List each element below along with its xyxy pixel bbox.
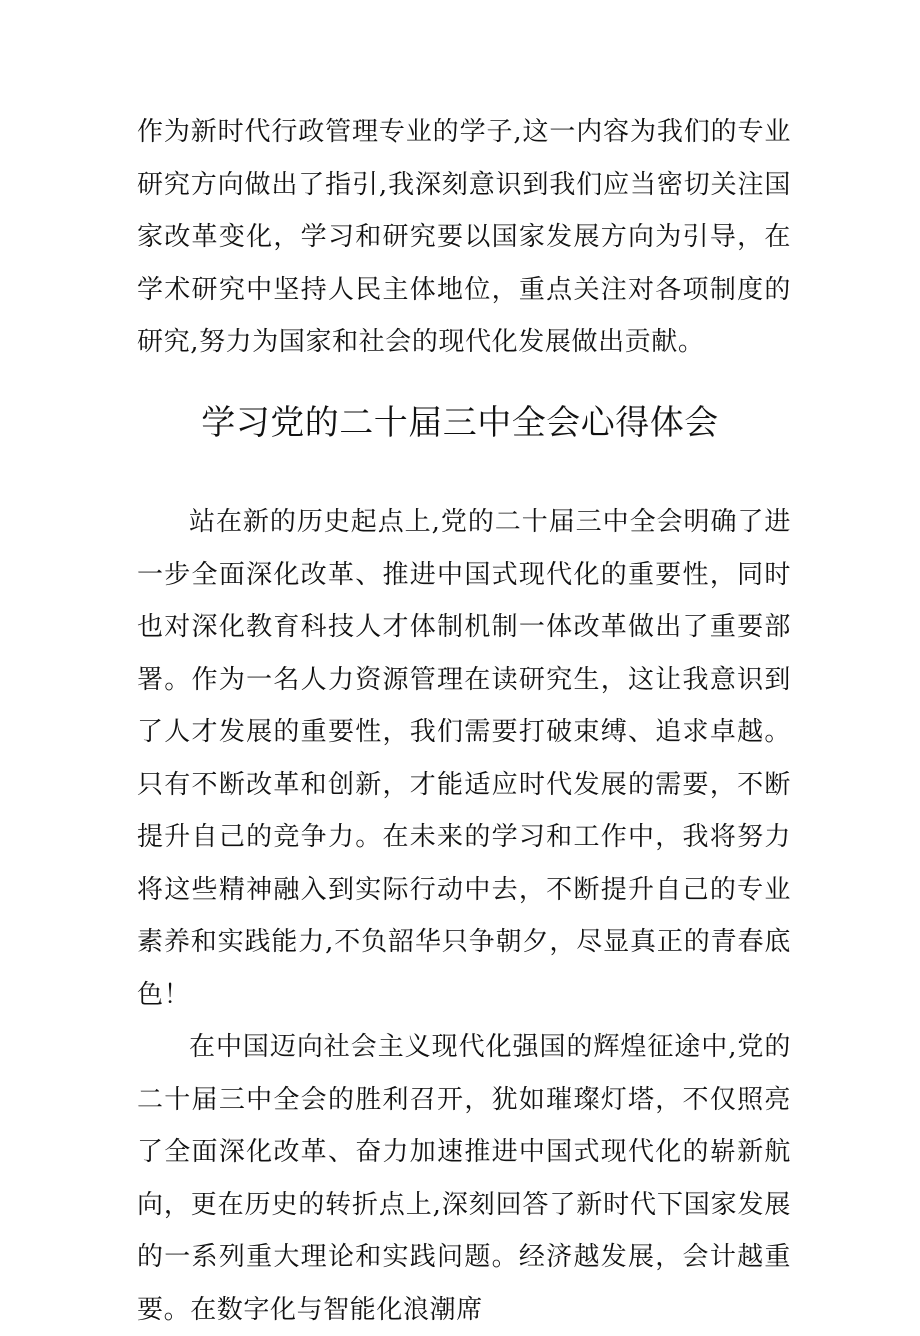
body-section [137,496,791,1336]
intro-paragraph: 作为新时代行政管理专业的学子,这一内容为我们的专业研究方向做出了指引,我深刻意识到我们应当密切关注国家改革变化，学习和研究要以国家发展方向为引导，在学术研究中坚持人民主体地位，重点关注对各项制度的研究,努力为国家和社会的现代化发展做出贡献。 [137,117,791,357]
body-paragraph-1: 站在新的历史起点上,党的二十届三中全会明确了进一步全面深化改革、推进中国式现代化的重要性，同时也对深化教育科技人才体制机制一体改革做出了重要部署。作为一名人力资源管理在读研究生，这让我意识到了人才发展的重要性，我们需要打破束缚、追求卓越。只有不断改革和创新，才能适应时代发展的需要，不断提升自己的竞争力。在未来的学习和工作中，我将努力将这些精神融入到实际行动中去，不断提升自己的专业素养和实践能力,不负韶华只争朝夕，尽显真正的青春底色！ [137,507,791,1010]
intro-section [137,106,791,369]
document-title: 学习党的二十届三中全会心得体会 [201,403,719,443]
body-paragraph-2: 在中国迈向社会主义现代化强国的辉煌征途中,党的二十届三中全会的胜利召开，犹如璀璨灯塔，不仅照亮了全面深化改革、奋力加速推进中国式现代化的崭新航向，更在历史的转折点上,深刻回答了新时代下国家发展的一系列重大理论和实践问题。经济越发展，会计越重要。在数字化与智能化浪潮席 [137,1032,791,1325]
